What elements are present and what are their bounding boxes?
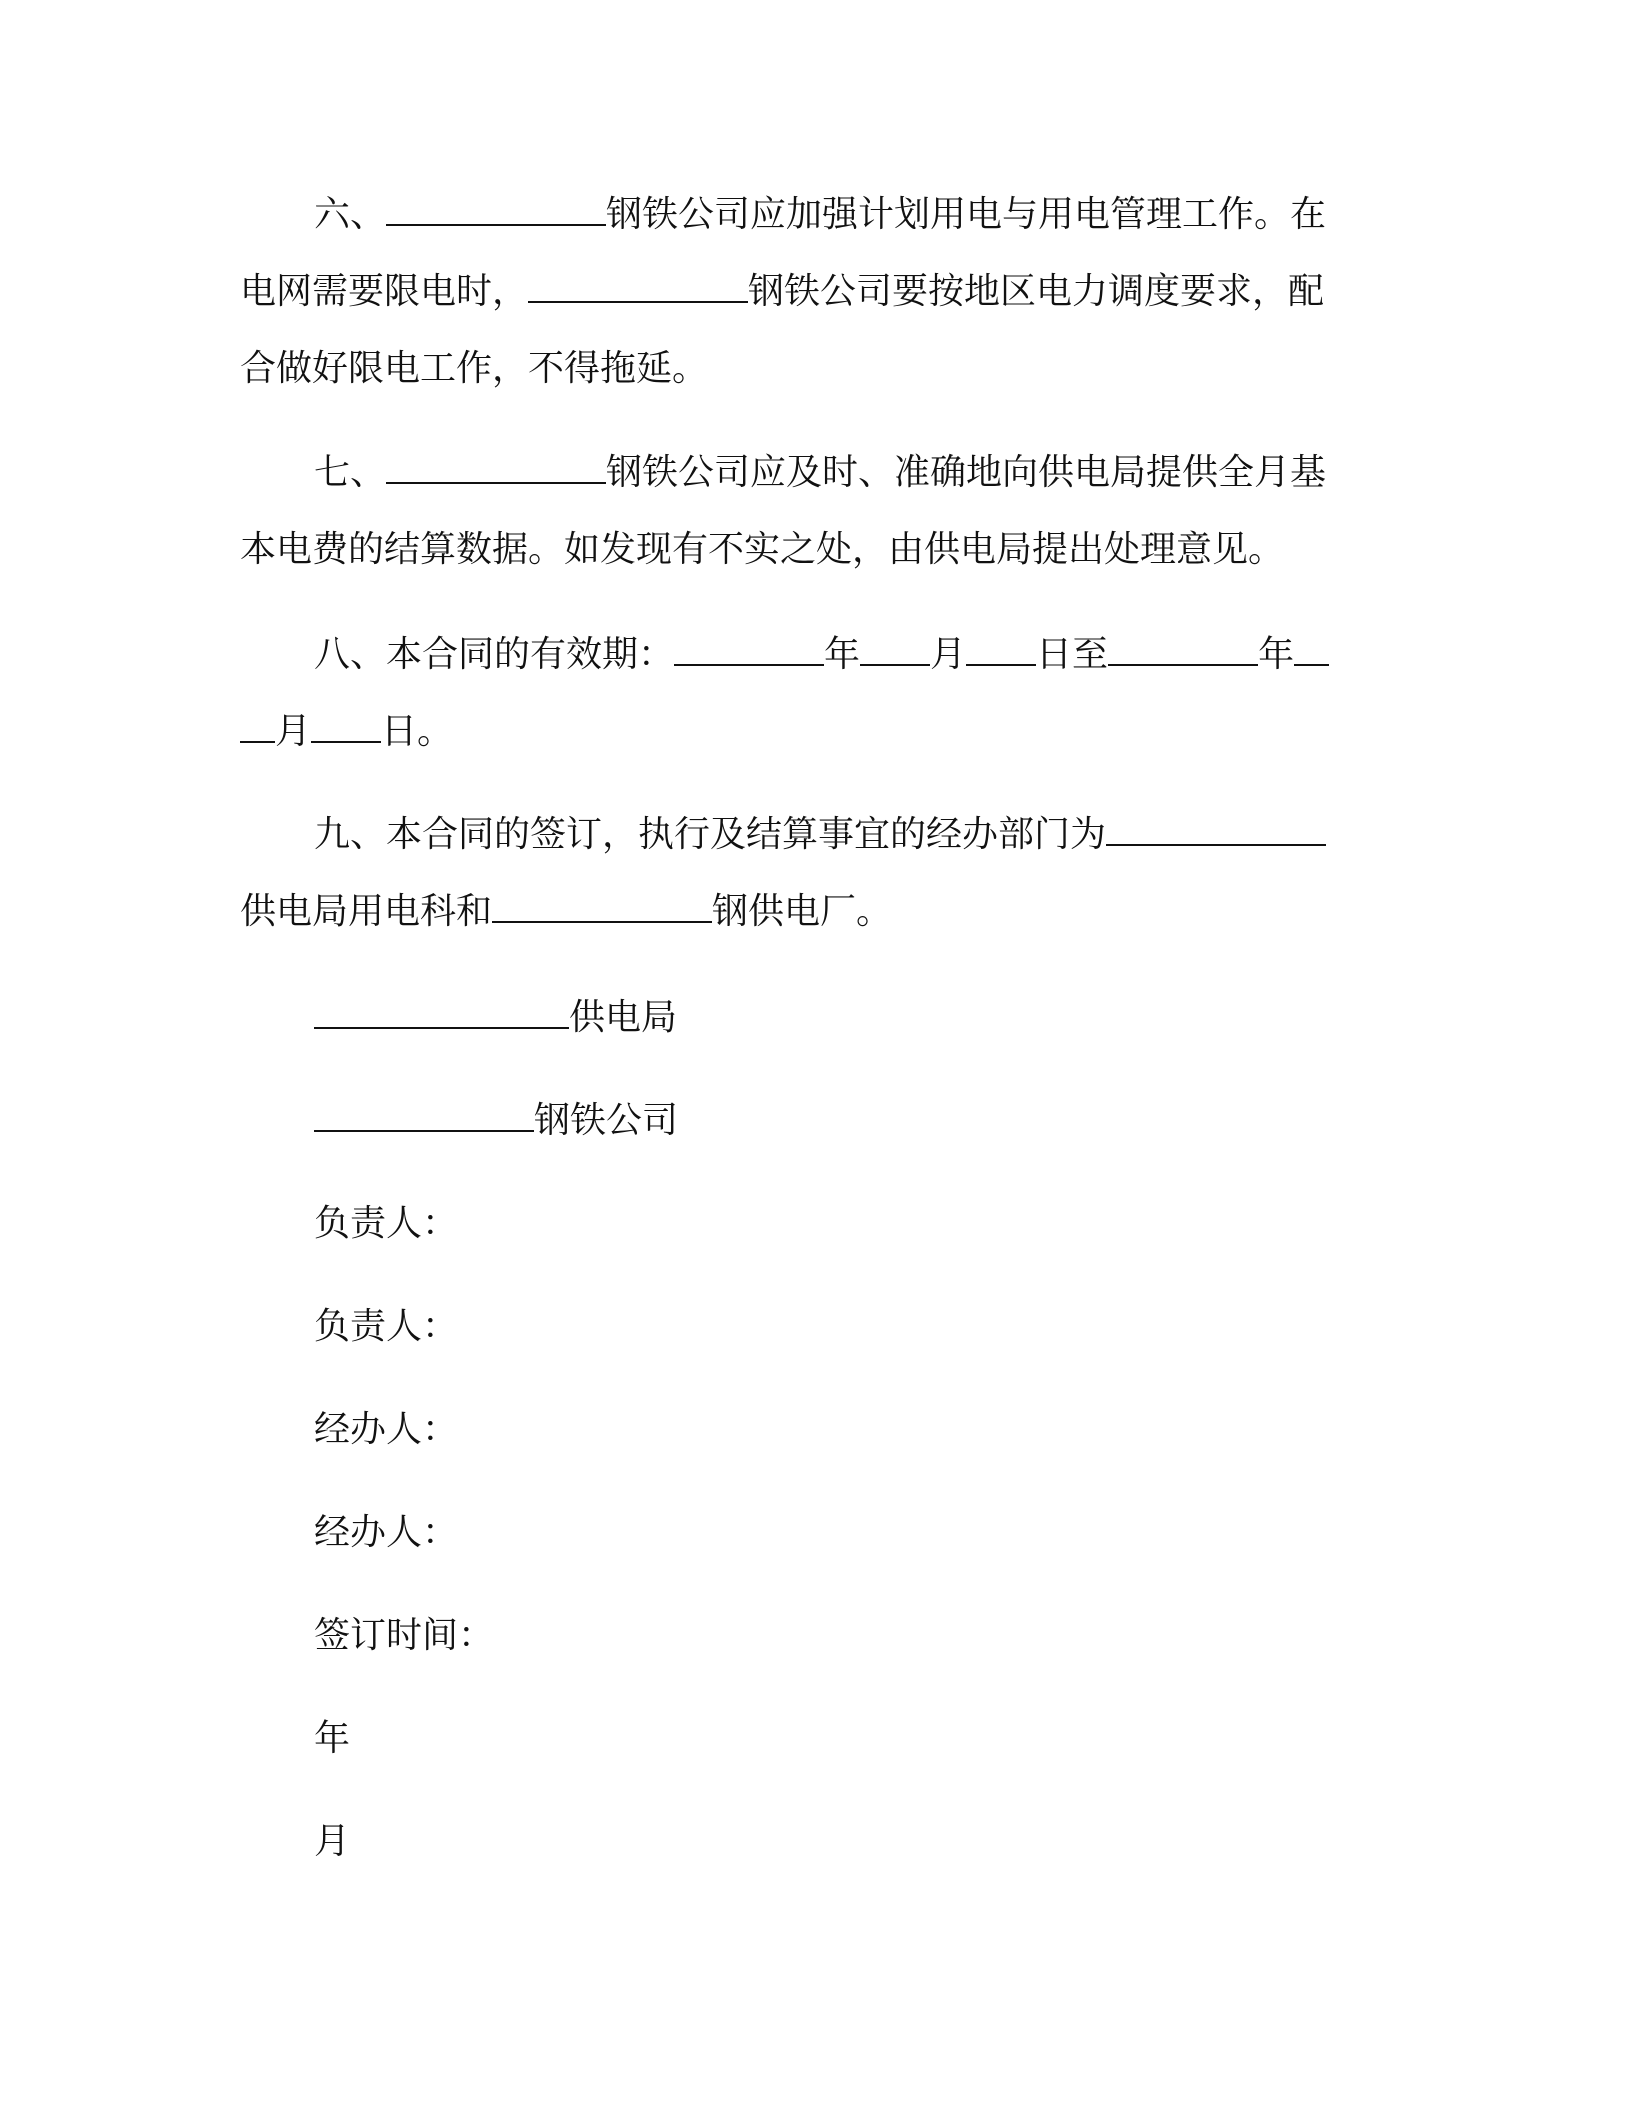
blank-field <box>1106 814 1326 846</box>
steel-company-label: 钢铁公司 <box>534 1100 679 1141</box>
clause-7 <box>240 434 1350 588</box>
blank-field <box>314 997 569 1029</box>
clause-8 <box>240 616 1350 770</box>
blank-field <box>1294 634 1329 666</box>
blank-field <box>311 711 381 743</box>
blank-field <box>314 1100 534 1132</box>
clause-8-month: 月 <box>930 634 967 675</box>
handler-1: 经办人： <box>314 1409 459 1450</box>
responsible-person-2: 负责人： <box>314 1306 459 1347</box>
blank-field <box>386 452 606 484</box>
clause-6-text-b: 钢铁公司要按地区电力调度要求，配合做好限电工作，不得拖延。 <box>240 271 1325 389</box>
blank-field <box>240 711 275 743</box>
clause-8-prefix: 八、本合同的有效期： <box>314 634 675 675</box>
blank-field <box>966 634 1036 666</box>
signature-supplier <box>314 992 677 1044</box>
signature-steel-company <box>314 1095 678 1147</box>
responsible-person-1: 负责人： <box>314 1203 459 1244</box>
blank-field <box>386 194 606 226</box>
clause-6-prefix: 六、 <box>314 194 387 235</box>
clause-8-year-2: 年 <box>1258 634 1295 675</box>
clause-9 <box>240 796 1350 950</box>
clause-8-day-to: 日至 <box>1036 634 1109 675</box>
signing-year: 年 <box>314 1718 351 1759</box>
clause-9-text-c: 钢供电厂。 <box>712 891 893 932</box>
clause-7-text: 钢铁公司应及时、准确地向供电局提供全月基本电费的结算数据。如发现有不实之处，由供电局提出处理意见。 <box>240 452 1327 570</box>
blank-field <box>492 891 712 923</box>
blank-field <box>860 634 930 666</box>
supplier-label: 供电局 <box>569 997 678 1038</box>
blank-field <box>674 634 824 666</box>
signing-month: 月 <box>314 1821 351 1862</box>
clause-7-prefix: 七、 <box>314 452 387 493</box>
clause-9-text-b: 供电局用电科和 <box>240 891 493 932</box>
clause-8-year: 年 <box>824 634 861 675</box>
handler-2: 经办人： <box>314 1512 459 1553</box>
signing-time: 签订时间： <box>314 1615 495 1656</box>
clause-8-end: 日。 <box>381 711 454 752</box>
clause-9-text-a: 九、本合同的签订，执行及结算事宜的经办部门为 <box>314 814 1107 855</box>
blank-field <box>1108 634 1258 666</box>
clause-6-text-a: 钢铁公司应加强计划用电与用电管理工作。在电网需要限电时， <box>240 194 1327 312</box>
blank-field <box>528 271 748 303</box>
clause-8-month-2: 月 <box>275 711 312 752</box>
clause-6 <box>240 176 1350 407</box>
